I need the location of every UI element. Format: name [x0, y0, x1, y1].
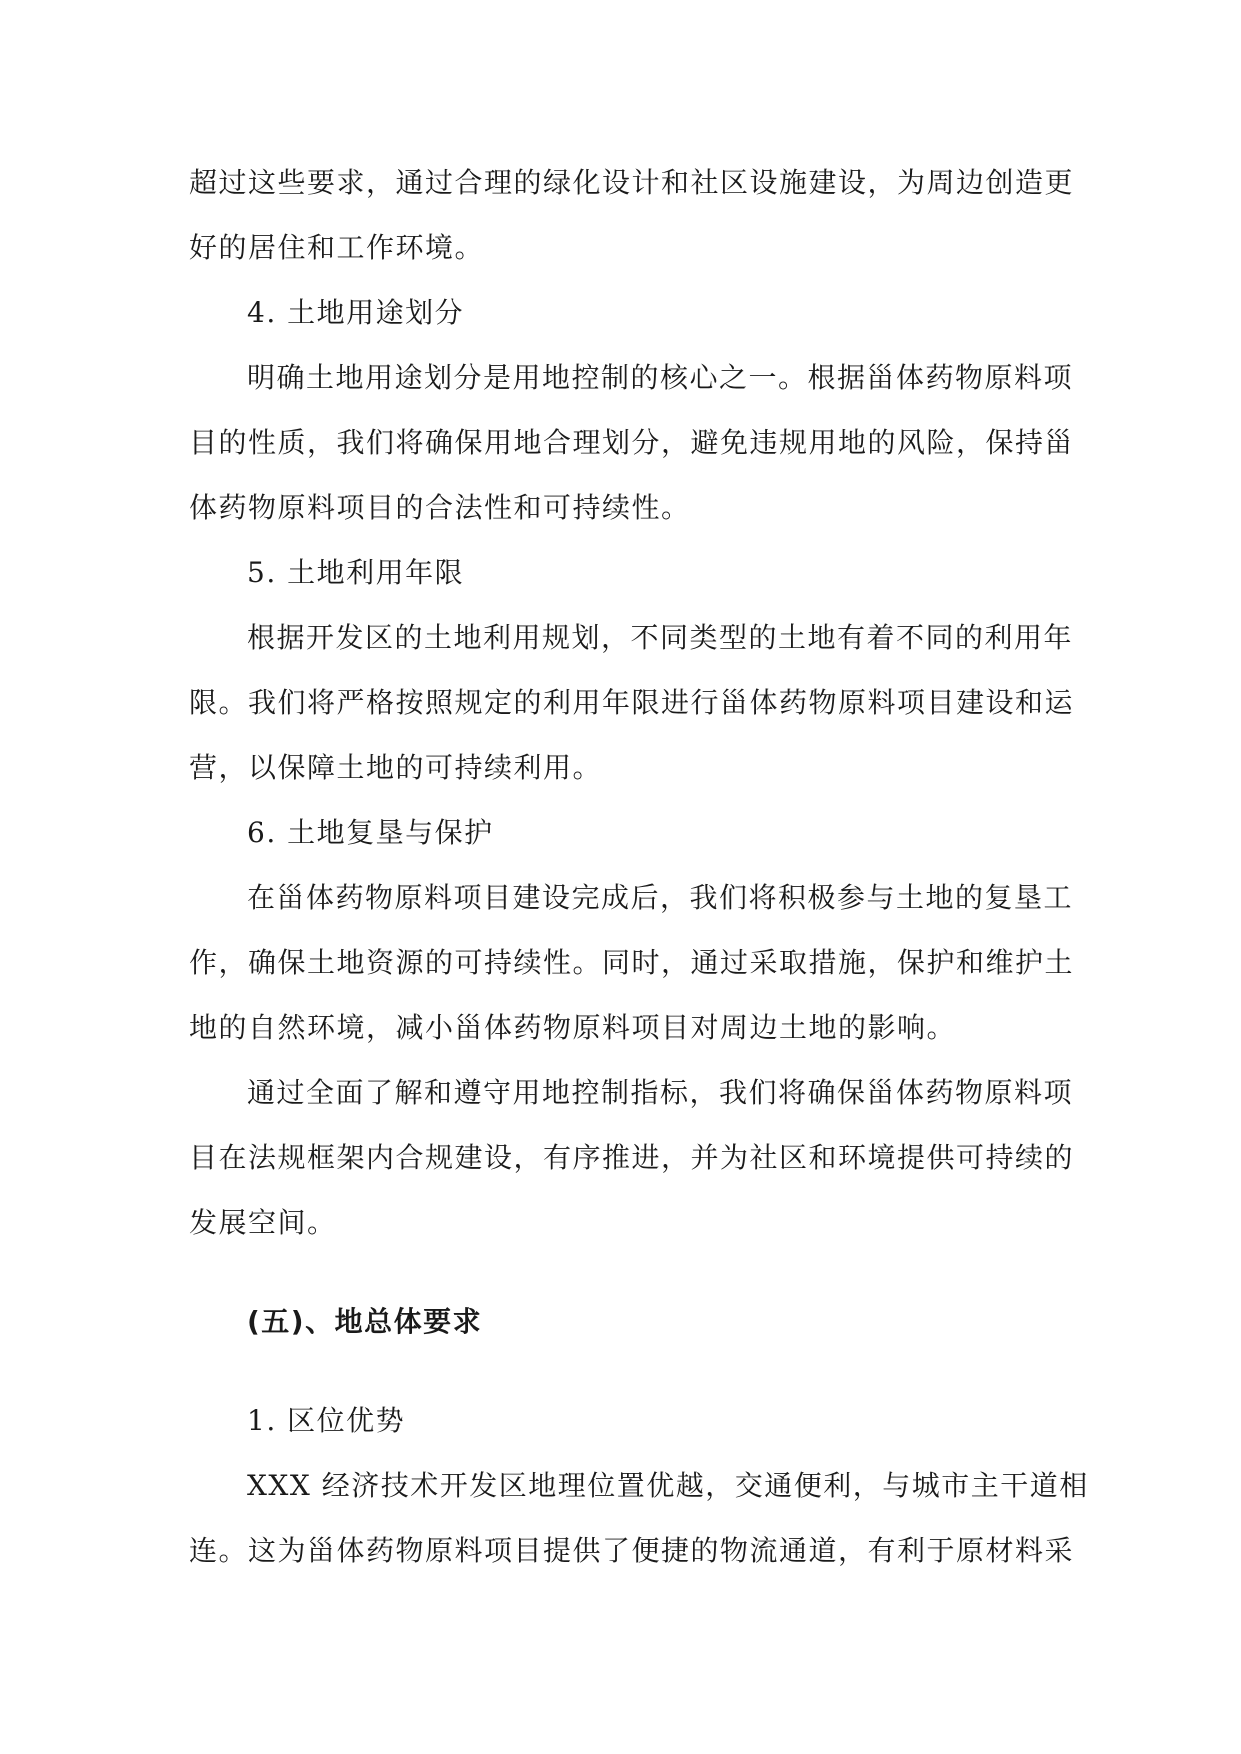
paragraph-line: 连。这为甾体药物原料项目提供了便捷的物流通道，有利于原材料采: [189, 1534, 1075, 1567]
paragraph: [189, 1060, 1075, 1255]
paragraph-line: 在甾体药物原料项目建设完成后，我们将积极参与土地的复垦工: [247, 881, 1074, 914]
paragraph: [189, 1453, 1089, 1583]
paragraph-line: 根据开发区的土地利用规划，不同类型的土地有着不同的利用年: [247, 621, 1074, 654]
paragraph: [189, 345, 1075, 540]
paragraph-line: 营，以保障土地的可持续利用。: [189, 751, 603, 784]
paragraph-line: 通过全面了解和遵守用地控制指标，我们将确保甾体药物原料项: [247, 1076, 1074, 1109]
paragraph: [189, 605, 1075, 800]
paragraph-line: XXX 经济技术开发区地理位置优越，交通便利，与城市主干道相: [247, 1469, 1089, 1502]
paragraph-line: 发展空间。: [189, 1206, 337, 1239]
paragraph-line: 好的居住和工作环境。: [189, 231, 485, 264]
paragraph-line: 作，确保土地资源的可持续性。同时，通过采取措施，保护和维护土: [189, 946, 1075, 979]
paragraph-line: 限。我们将严格按照规定的利用年限进行甾体药物原料项目建设和运: [189, 686, 1075, 719]
paragraph-line: 目在法规框架内合规建设，有序推进，并为社区和环境提供可持续的: [189, 1141, 1075, 1174]
section-heading: (五)、地总体要求: [247, 1305, 483, 1338]
paragraph-line: 体药物原料项目的合法性和可持续性。: [189, 491, 691, 524]
document-body: [189, 150, 1089, 1583]
paragraph: [189, 865, 1075, 1060]
subheading: 4. 土地用途划分: [247, 296, 465, 329]
paragraph-line: 目的性质，我们将确保用地合理划分，避免违规用地的风险，保持甾: [189, 426, 1075, 459]
paragraph-line: 明确土地用途划分是用地控制的核心之一。根据甾体药物原料项: [247, 361, 1074, 394]
paragraph: [189, 150, 1075, 280]
subheading: 1. 区位优势: [247, 1404, 406, 1437]
paragraph-line: 地的自然环境，减小甾体药物原料项目对周边土地的影响。: [189, 1011, 957, 1044]
paragraph-line: 超过这些要求，通过合理的绿化设计和社区设施建设，为周边创造更: [189, 166, 1075, 199]
subheading: 5. 土地利用年限: [247, 556, 465, 589]
subheading: 6. 土地复垦与保护: [247, 816, 494, 849]
